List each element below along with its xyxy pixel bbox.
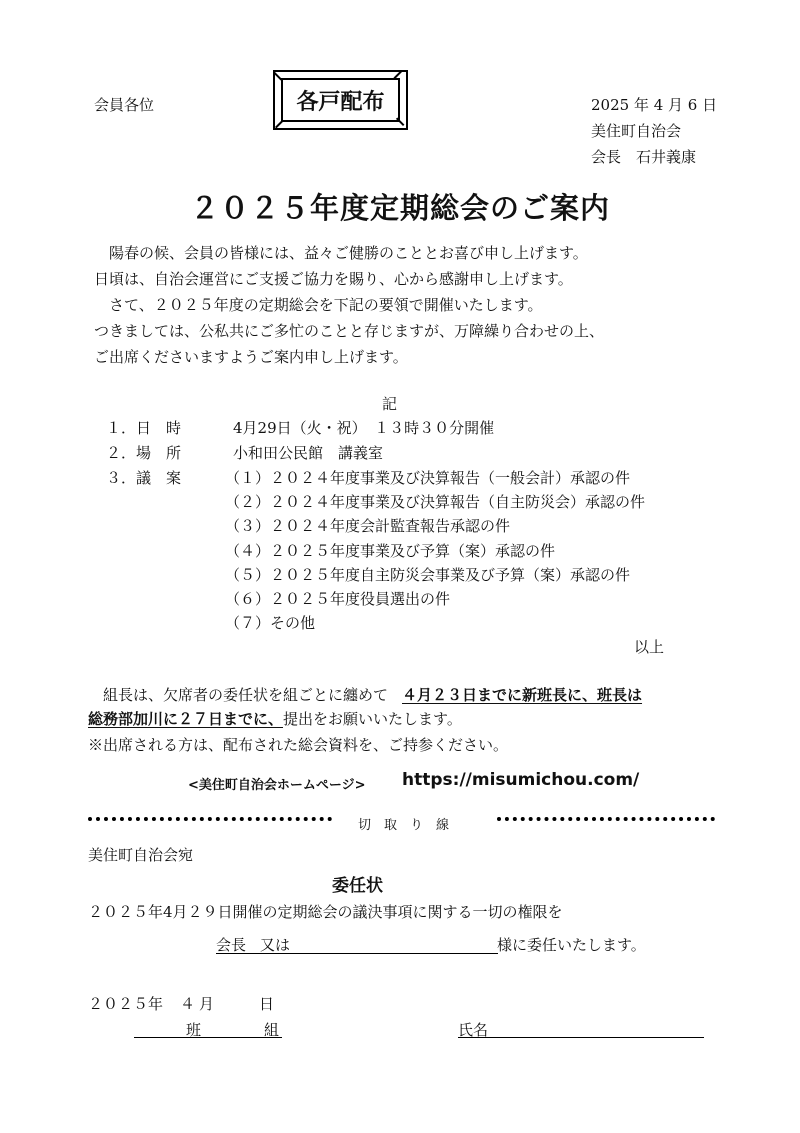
date-month: ４ xyxy=(180,995,196,1013)
datetime-value: 4月29日（火・祝） １３時３０分開催 xyxy=(233,419,495,437)
delegate-or: 又は xyxy=(260,936,291,954)
note-text: 組長は、欠席者の委任状を組ごとに纏めて xyxy=(88,686,389,704)
distribution-stamp xyxy=(273,70,408,130)
deadline-emphasis: ４月２３日までに新班長に、班長は xyxy=(402,686,643,704)
sender: 会長 石井義康 xyxy=(591,148,697,166)
kumi-label: 組 xyxy=(264,1021,280,1039)
cut-line-left xyxy=(88,817,332,821)
ki-heading: 記 xyxy=(382,395,398,413)
proxy-addressee: 美住町自治会宛 xyxy=(88,846,194,864)
addressee: 会員各位 xyxy=(94,96,155,114)
agenda-item: （７）その他 xyxy=(225,614,316,632)
date-month-unit: 月 xyxy=(199,995,215,1013)
agenda-item: （２）２０２４年度事業及び決算報告（自主防災会）承認の件 xyxy=(225,493,646,511)
delegate-chairman: 会長 xyxy=(216,936,247,954)
agenda-item: （５）２０２５年度自主防災会事業及び予算（案）承認の件 xyxy=(225,566,631,584)
homepage-url[interactable]: https://misumichou.com/ xyxy=(402,770,640,790)
page-title: ２０２５年度定期総会のご案内 xyxy=(189,191,610,225)
note-text: 提出をお願いいたします。 xyxy=(283,710,462,728)
agenda-item: （６）２０２５年度役員選出の件 xyxy=(225,590,451,608)
cut-line-right xyxy=(497,817,715,821)
date-year: ２０２５年 xyxy=(88,995,164,1013)
cut-line-label: 切 取 り 線 xyxy=(358,818,450,833)
stamp-label: 各戸配布 xyxy=(281,78,400,122)
homepage-label: <美住町自治会ホームページ> xyxy=(188,778,366,793)
issue-date: 2025 年 4 月 6 日 xyxy=(591,96,718,114)
name-label: 氏名 xyxy=(458,1021,489,1039)
note-line-1 xyxy=(88,684,642,705)
agenda-label: ３．議 案 xyxy=(106,469,182,487)
agenda-item: （１）２０２４年度事業及び決算報告（一般会計）承認の件 xyxy=(225,469,631,487)
group-field-line[interactable] xyxy=(134,1037,282,1038)
delegate-name-line[interactable] xyxy=(216,953,498,954)
datetime-label: １．日 時 xyxy=(106,419,182,437)
place-value: 小和田公民館 講義室 xyxy=(233,444,384,462)
agenda-item: （４）２０２５年度事業及び予算（案）承認の件 xyxy=(225,542,556,560)
date-day-unit: 日 xyxy=(259,995,275,1013)
delegate-suffix: 様に委任いたします。 xyxy=(497,936,646,954)
proxy-statement: ２０２５年4月２９日開催の定期総会の議決事項に関する一切の権限を xyxy=(88,903,563,921)
note-line-2 xyxy=(88,708,462,729)
organization: 美住町自治会 xyxy=(591,122,682,140)
end-mark: 以上 xyxy=(634,638,665,656)
intro-line: さて、２０２５年度の定期総会を下記の要領で開催いたします。 xyxy=(94,296,543,314)
name-field-line[interactable] xyxy=(458,1037,704,1038)
intro-line: 陽春の候、会員の皆様には、益々ご健勝のこととお喜び申し上げます。 xyxy=(94,244,588,262)
agenda-item: （３）２０２４年度会計監査報告承認の件 xyxy=(225,517,511,535)
proxy-title: 委任状 xyxy=(332,876,383,896)
deadline-emphasis: 総務部加川に２７日までに、 xyxy=(88,710,284,728)
note-line-3: ※出席される方は、配布された総会資料を、ご持参ください。 xyxy=(88,736,509,754)
place-label: ２．場 所 xyxy=(106,444,182,462)
han-label: 班 xyxy=(186,1021,202,1039)
intro-line: つきましては、公私共にご多忙のことと存じますが、万障繰り合わせの上、 xyxy=(94,322,605,340)
intro-line: ご出席くださいますようご案内申し上げます。 xyxy=(94,348,408,366)
intro-line: 日頃は、自治会運営にご支援ご協力を賜り、心から感謝申し上げます。 xyxy=(94,270,573,288)
